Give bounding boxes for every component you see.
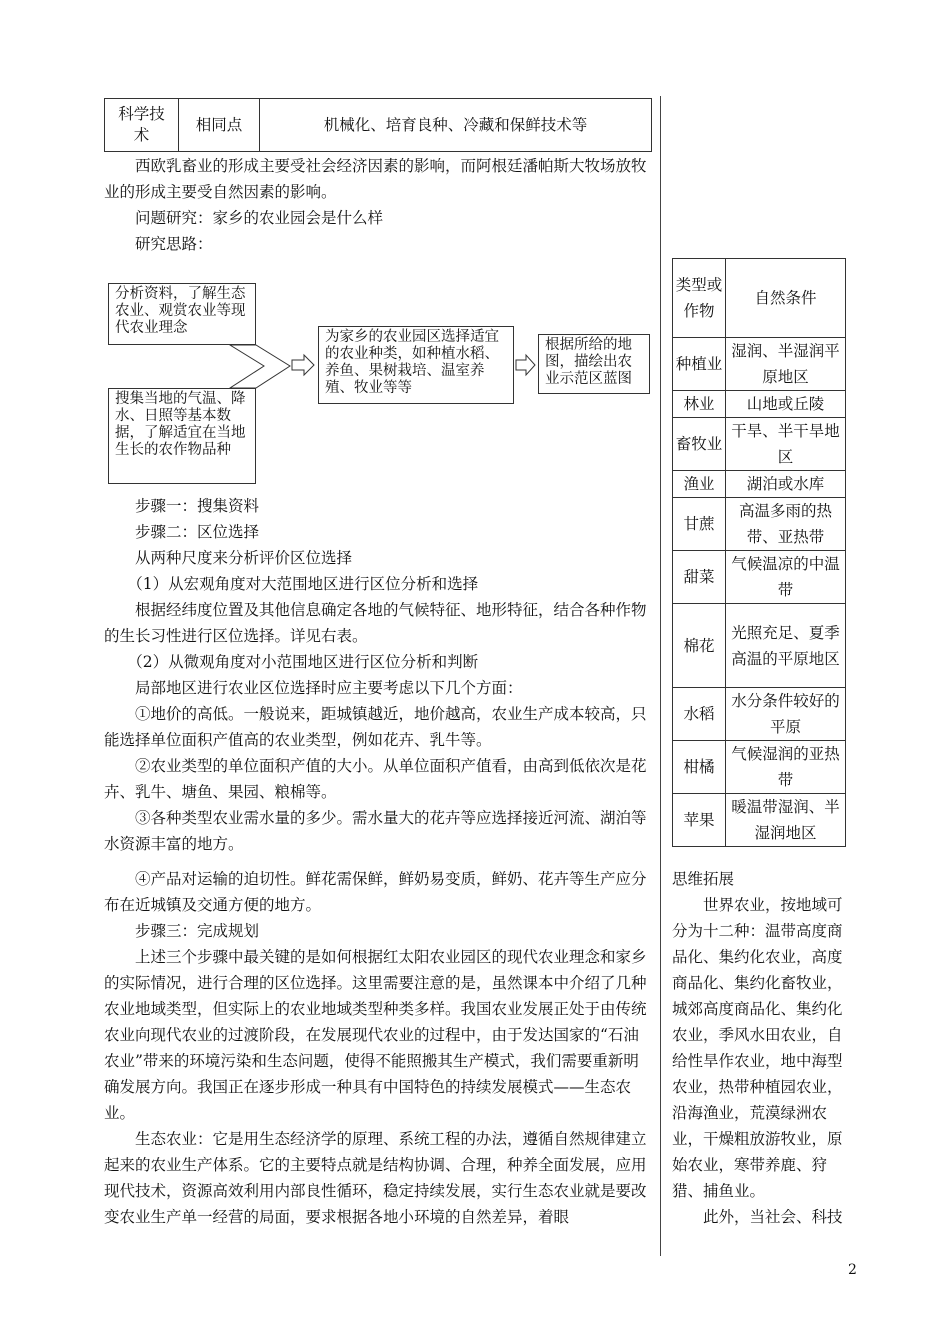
table-cell: 水分条件较好的平原 — [726, 688, 846, 741]
research-idea-label: 研究思路： — [135, 235, 213, 253]
table-cell: 气候温凉的中温带 — [726, 551, 846, 604]
step-1: 步骤一：搜集资料 — [135, 497, 260, 515]
step-2: 步骤二：区位选择 — [135, 523, 260, 541]
flow-box-plan: 根据所给的地图，描绘出农业示范区蓝图 — [538, 334, 650, 394]
table-row — [673, 794, 846, 847]
paragraph: ②农业类型的单位面积产值的大小。从单位面积产值看，由高到低依次是花卉、乳牛、塘鱼、果园、粮棉等。 — [104, 757, 647, 801]
table-cell: 渔业 — [673, 471, 726, 498]
paragraph: 局部地区进行农业区位选择时应主要考虑以下几个方面： — [135, 679, 523, 697]
side-paragraph: 此外，当社会、科技 — [703, 1208, 843, 1226]
table-row — [673, 418, 846, 471]
side-title: 思维拓展 — [672, 870, 735, 888]
right-arrow-icon — [516, 355, 535, 375]
natural-conditions-table — [672, 258, 846, 847]
step-3: 步骤三：完成规划 — [135, 922, 260, 940]
table-row — [673, 391, 846, 418]
table-cell: 种植业 — [673, 338, 726, 391]
table-cell: 甜菜 — [673, 551, 726, 604]
table-cell: 湖泊或水库 — [726, 471, 846, 498]
table-cell: 暖温带湿润、半湿润地区 — [726, 794, 846, 847]
table-row — [673, 551, 846, 604]
table-row — [673, 471, 846, 498]
table-header-cell: 类型或作物 — [673, 259, 726, 338]
research-title: 问题研究：家乡的农业园会是什么样 — [135, 209, 384, 227]
table-cell: 柑橘 — [673, 741, 726, 794]
table-cell: 高温多雨的热带、亚热带 — [726, 498, 846, 551]
side-paragraph: 世界农业，按地域可分为十二种：温带高度商品化、集约化农业，高度商品化、集约化畜牧业，城郊高度商品化、集约化农业，季风水田农业，自给性旱作农业，地中海型农业，热带种植园农业，沿海渔业，荒漠绿洲农业，干燥粗放游牧业，原始农业，寒带养鹿、狩猎、捕鱼业。 — [672, 896, 843, 1200]
table-row — [673, 338, 846, 391]
table-cell-category: 科学技术 — [105, 99, 179, 152]
paragraph: 从两种尺度来分析评价区位选择 — [135, 549, 353, 567]
paragraph: 根据经纬度位置及其他信息确定各地的气候特征、地形特征，结合各种作物的生长习性进行区位选择。详见右表。 — [104, 601, 647, 645]
table-cell: 棉花 — [673, 604, 726, 688]
table-cell: 甘蔗 — [673, 498, 726, 551]
paragraph: 生态农业：它是用生态经济学的原理、系统工程的办法，遵循自然规律建立起来的农业生产体系。它的主要特点就是结构协调、合理，种养全面发展，应用现代技术，资源高效利用内部良性循环，稳定持续发展，实行生态农业就是要改变农业生产单一经营的局面，要求根据各地小环境的自然差异，着眼 — [104, 1130, 647, 1226]
table-cell-label: 相同点 — [179, 99, 260, 152]
flow-box-analyze: 分析资料，了解生态农业、观赏农业等现代农业理念 — [108, 283, 256, 345]
page-number: 2 — [848, 1262, 857, 1278]
converge-arrow-icon — [230, 345, 290, 388]
table-cell: 干旱、半干旱地区 — [726, 418, 846, 471]
table-cell-content: 机械化、培育良种、冷藏和保鲜技术等 — [260, 99, 652, 152]
table-cell: 林业 — [673, 391, 726, 418]
table-row — [673, 604, 846, 688]
table-cell: 畜牧业 — [673, 418, 726, 471]
table-cell: 苹果 — [673, 794, 726, 847]
paragraph: ①地价的高低。一般说来，距城镇越近，地价越高，农业生产成本较高，只能选择单位面积产值高的农业类型，例如花卉、乳牛等。 — [104, 705, 647, 749]
flow-box-collect: 搜集当地的气温、降水、日照等基本数据，了解适宜在当地生长的农作物品种 — [108, 388, 256, 484]
table-header-cell: 自然条件 — [726, 259, 846, 338]
flow-box-select: 为家乡的农业园区选择适宜的农业种类，如种植水稻、养鱼、果树栽培、温室养殖、牧业等等 — [318, 326, 514, 404]
paragraph: （2）从微观角度对小范围地区进行区位分析和判断 — [127, 653, 479, 671]
paragraph: ③各种类型农业需水量的多少。需水量大的花卉等应选择接近河流、湖泊等水资源丰富的地方。 — [104, 809, 647, 853]
right-arrow-icon — [292, 355, 314, 375]
paragraph: ④产品对运输的迫切性。鲜花需保鲜，鲜奶易变质，鲜奶、花卉等生产应分布在近城镇及交通方便的地方。 — [104, 870, 647, 914]
paragraph: （1）从宏观角度对大范围地区进行区位分析和选择 — [127, 575, 479, 593]
table-cell: 光照充足、夏季高温的平原地区 — [726, 604, 846, 688]
table-row — [673, 688, 846, 741]
table-cell: 湿润、半湿润平原地区 — [726, 338, 846, 391]
paragraph: 上述三个步骤中最关键的是如何根据红太阳农业园区的现代农业理念和家乡的实际情况，进行合理的区位选择。这里需要注意的是，虽然课本中介绍了几种农业地域类型，但实际上的农业地域类型种类多样。我国农业发展正处于由传统农业向现代农业的过渡阶段，在发展现代农业的过程中，由于发达国家的“石油农业”带来的环境污染和生态问题，使得不能照搬其生产模式，我们需要重新明确发展方向。我国正在逐步形成一种具有中国特色的持续发展模式——生态农业。 — [104, 948, 647, 1122]
table-cell: 山地或丘陵 — [726, 391, 846, 418]
table-row — [673, 498, 846, 551]
table-cell: 气候湿润的亚热带 — [726, 741, 846, 794]
table-cell: 水稻 — [673, 688, 726, 741]
paragraph: 西欧乳畜业的形成主要受社会经济因素的影响，而阿根廷潘帕斯大牧场放牧业的形成主要受自然因素的影响。 — [104, 157, 647, 201]
table-row — [673, 741, 846, 794]
